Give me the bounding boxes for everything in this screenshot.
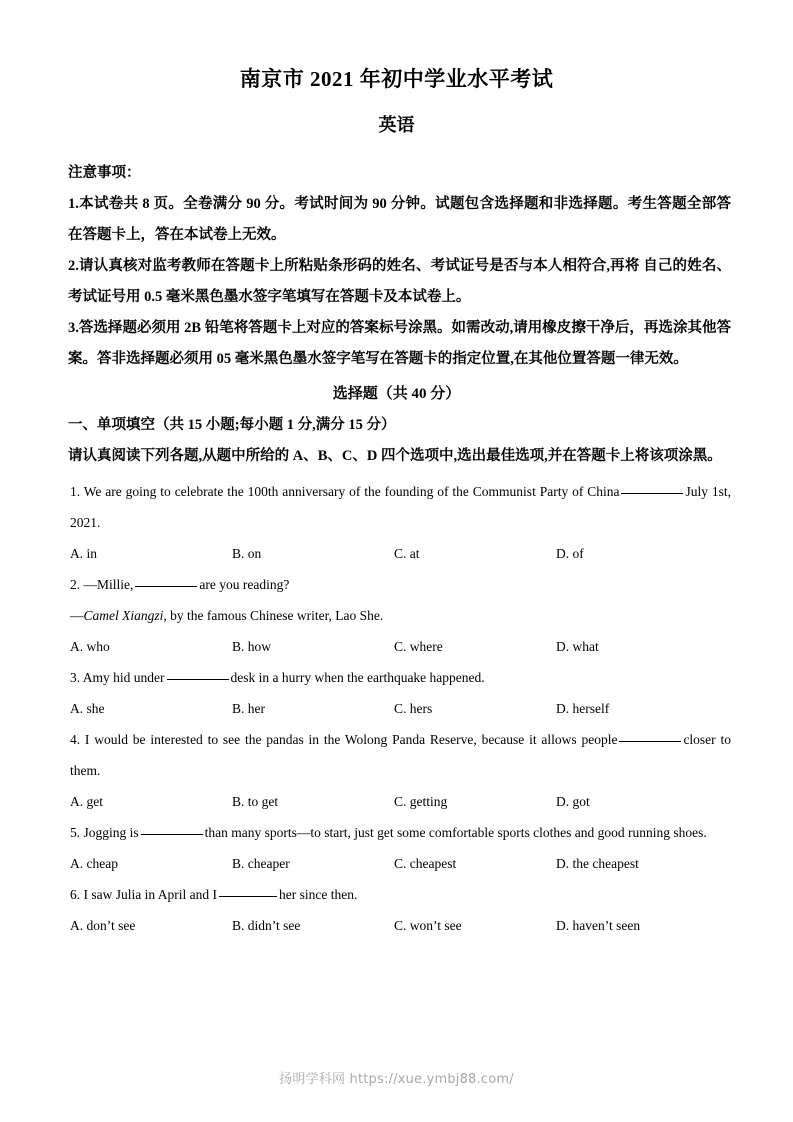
question-3-stem-before: 3. Amy hid under — [70, 670, 165, 685]
question-4-option-a[interactable]: A. get — [70, 794, 103, 809]
question-3-option-a[interactable]: A. she — [70, 701, 105, 716]
question-2-stem-before: 2. —Millie, — [70, 577, 134, 592]
question-1-option-c[interactable]: C. at — [394, 546, 420, 561]
question-3-option-d[interactable]: D. herself — [556, 701, 610, 716]
question-2-answer-line — [70, 600, 731, 631]
part-one-instruction: 请认真阅读下列各题,从题中所给的 A、B、C、D 四个选项中,选出最佳选项,并在答题卡上将该项涂黑。 — [68, 448, 722, 464]
question-4-stem-after: closer to them. — [70, 732, 731, 778]
note-item-2: 2.请认真核对监考教师在答题卡上所粘贴条形码的姓名、考试证号是否与本人相符合,再将 自己的姓名、考试证号用 0.5 毫米黑色墨水签字笔填写在答题卡及本试卷上。 — [68, 258, 731, 305]
question-1-stem-before: 1. We are going to celebrate the 100th anniversary of the founding of the Communist Party of China — [70, 484, 620, 499]
question-5-blank — [141, 834, 203, 835]
page-subtitle: 英语 — [378, 115, 415, 135]
question-2-option-a[interactable]: A. who — [70, 639, 110, 654]
question-3-stem-after: desk in a hurry when the earthquake happened. — [230, 670, 485, 685]
question-4-stem — [70, 724, 731, 786]
question-3-option-b[interactable]: B. her — [232, 701, 265, 716]
question-list — [62, 476, 731, 941]
page-title: 南京市 2021 年初中学业水平考试 — [239, 67, 554, 91]
question-1 — [62, 476, 731, 569]
question-2-options — [70, 631, 731, 662]
exam-notes — [62, 158, 731, 375]
question-4 — [62, 724, 731, 817]
question-5-option-d[interactable]: D. the cheapest — [556, 856, 639, 871]
question-6-stem-after: her since then. — [278, 887, 358, 902]
question-3-stem — [70, 662, 731, 693]
question-5-option-b[interactable]: B. cheaper — [232, 856, 290, 871]
note-item-1: 1.本试卷共 8 页。全卷满分 90 分。考试时间为 90 分钟。试题包含选择题和非选择题。考生答题全部答在答题卡上，答在本试卷上无效。 — [68, 196, 731, 243]
question-2-sub-rest: , by the famous Chinese writer, Lao She. — [163, 608, 384, 623]
question-5-stem-after: than many sports—to start, just get some comfortable sports clothes and good running shoes. — [204, 825, 707, 840]
choice-section-header: 选择题（共 40 分） — [332, 386, 461, 402]
question-4-option-d[interactable]: D. got — [556, 794, 590, 809]
question-2-dash: — — [70, 608, 84, 623]
question-5-stem-before: 5. Jogging is — [70, 825, 139, 840]
question-3-option-c[interactable]: C. hers — [394, 701, 433, 716]
question-1-option-d[interactable]: D. of — [556, 546, 584, 561]
question-2-option-b[interactable]: B. how — [232, 639, 272, 654]
site-watermark: 扬明学科网 https://xue.ymbj88.com/ — [279, 1072, 514, 1087]
question-6-options — [70, 910, 731, 941]
question-6-blank — [219, 896, 277, 897]
question-6-option-d[interactable]: D. haven’t seen — [556, 918, 641, 933]
question-6-option-b[interactable]: B. didn’t see — [232, 918, 301, 933]
question-6-option-c[interactable]: C. won’t see — [394, 918, 462, 933]
question-2-option-d[interactable]: D. what — [556, 639, 599, 654]
question-4-option-c[interactable]: C. getting — [394, 794, 448, 809]
part-one-heading: 一、单项填空（共 15 小题;每小题 1 分,满分 15 分） — [68, 417, 396, 433]
question-6-option-a[interactable]: A. don’t see — [70, 918, 136, 933]
notes-heading: 注意事项： — [68, 165, 141, 181]
question-5 — [62, 817, 731, 879]
question-3-blank — [167, 679, 229, 680]
question-5-option-c[interactable]: C. cheapest — [394, 856, 457, 871]
question-1-blank — [621, 493, 683, 494]
question-2-blank — [135, 586, 197, 587]
question-2-option-c[interactable]: C. where — [394, 639, 443, 654]
question-4-stem-before: 4. I would be interested to see the pandas in the Wolong Panda Reserve, because it allows people — [70, 732, 618, 747]
question-4-options — [70, 786, 731, 817]
question-5-option-a[interactable]: A. cheap — [70, 856, 118, 871]
question-4-blank — [619, 741, 681, 742]
question-1-option-a[interactable]: A. in — [70, 546, 97, 561]
question-1-stem — [70, 476, 731, 538]
question-2-book-title: Camel Xiangzi — [83, 608, 164, 623]
question-3 — [62, 662, 731, 724]
question-1-stem-after: July 1st, 2021. — [70, 484, 731, 530]
question-6-stem — [70, 879, 731, 910]
question-2 — [62, 569, 731, 662]
question-5-stem — [70, 817, 731, 848]
question-4-option-b[interactable]: B. to get — [232, 794, 279, 809]
note-item-3: 3.答选择题必须用 2B 铅笔将答题卡上对应的答案标号涂黑。如需改动,请用橡皮擦干净后，再选涂其他答案。答非选择题必须用 05 毫米黑色墨水签字笔写在答题卡的指定位置,在其他位置答题一律无效。 — [68, 320, 731, 367]
question-6-stem-before: 6. I saw Julia in April and I — [70, 887, 217, 902]
question-1-options — [70, 538, 731, 569]
question-2-stem — [70, 569, 731, 600]
question-3-options — [70, 693, 731, 724]
question-6 — [62, 879, 731, 941]
question-5-options — [70, 848, 731, 879]
question-1-option-b[interactable]: B. on — [232, 546, 262, 561]
question-2-stem-after: are you reading? — [199, 577, 290, 592]
